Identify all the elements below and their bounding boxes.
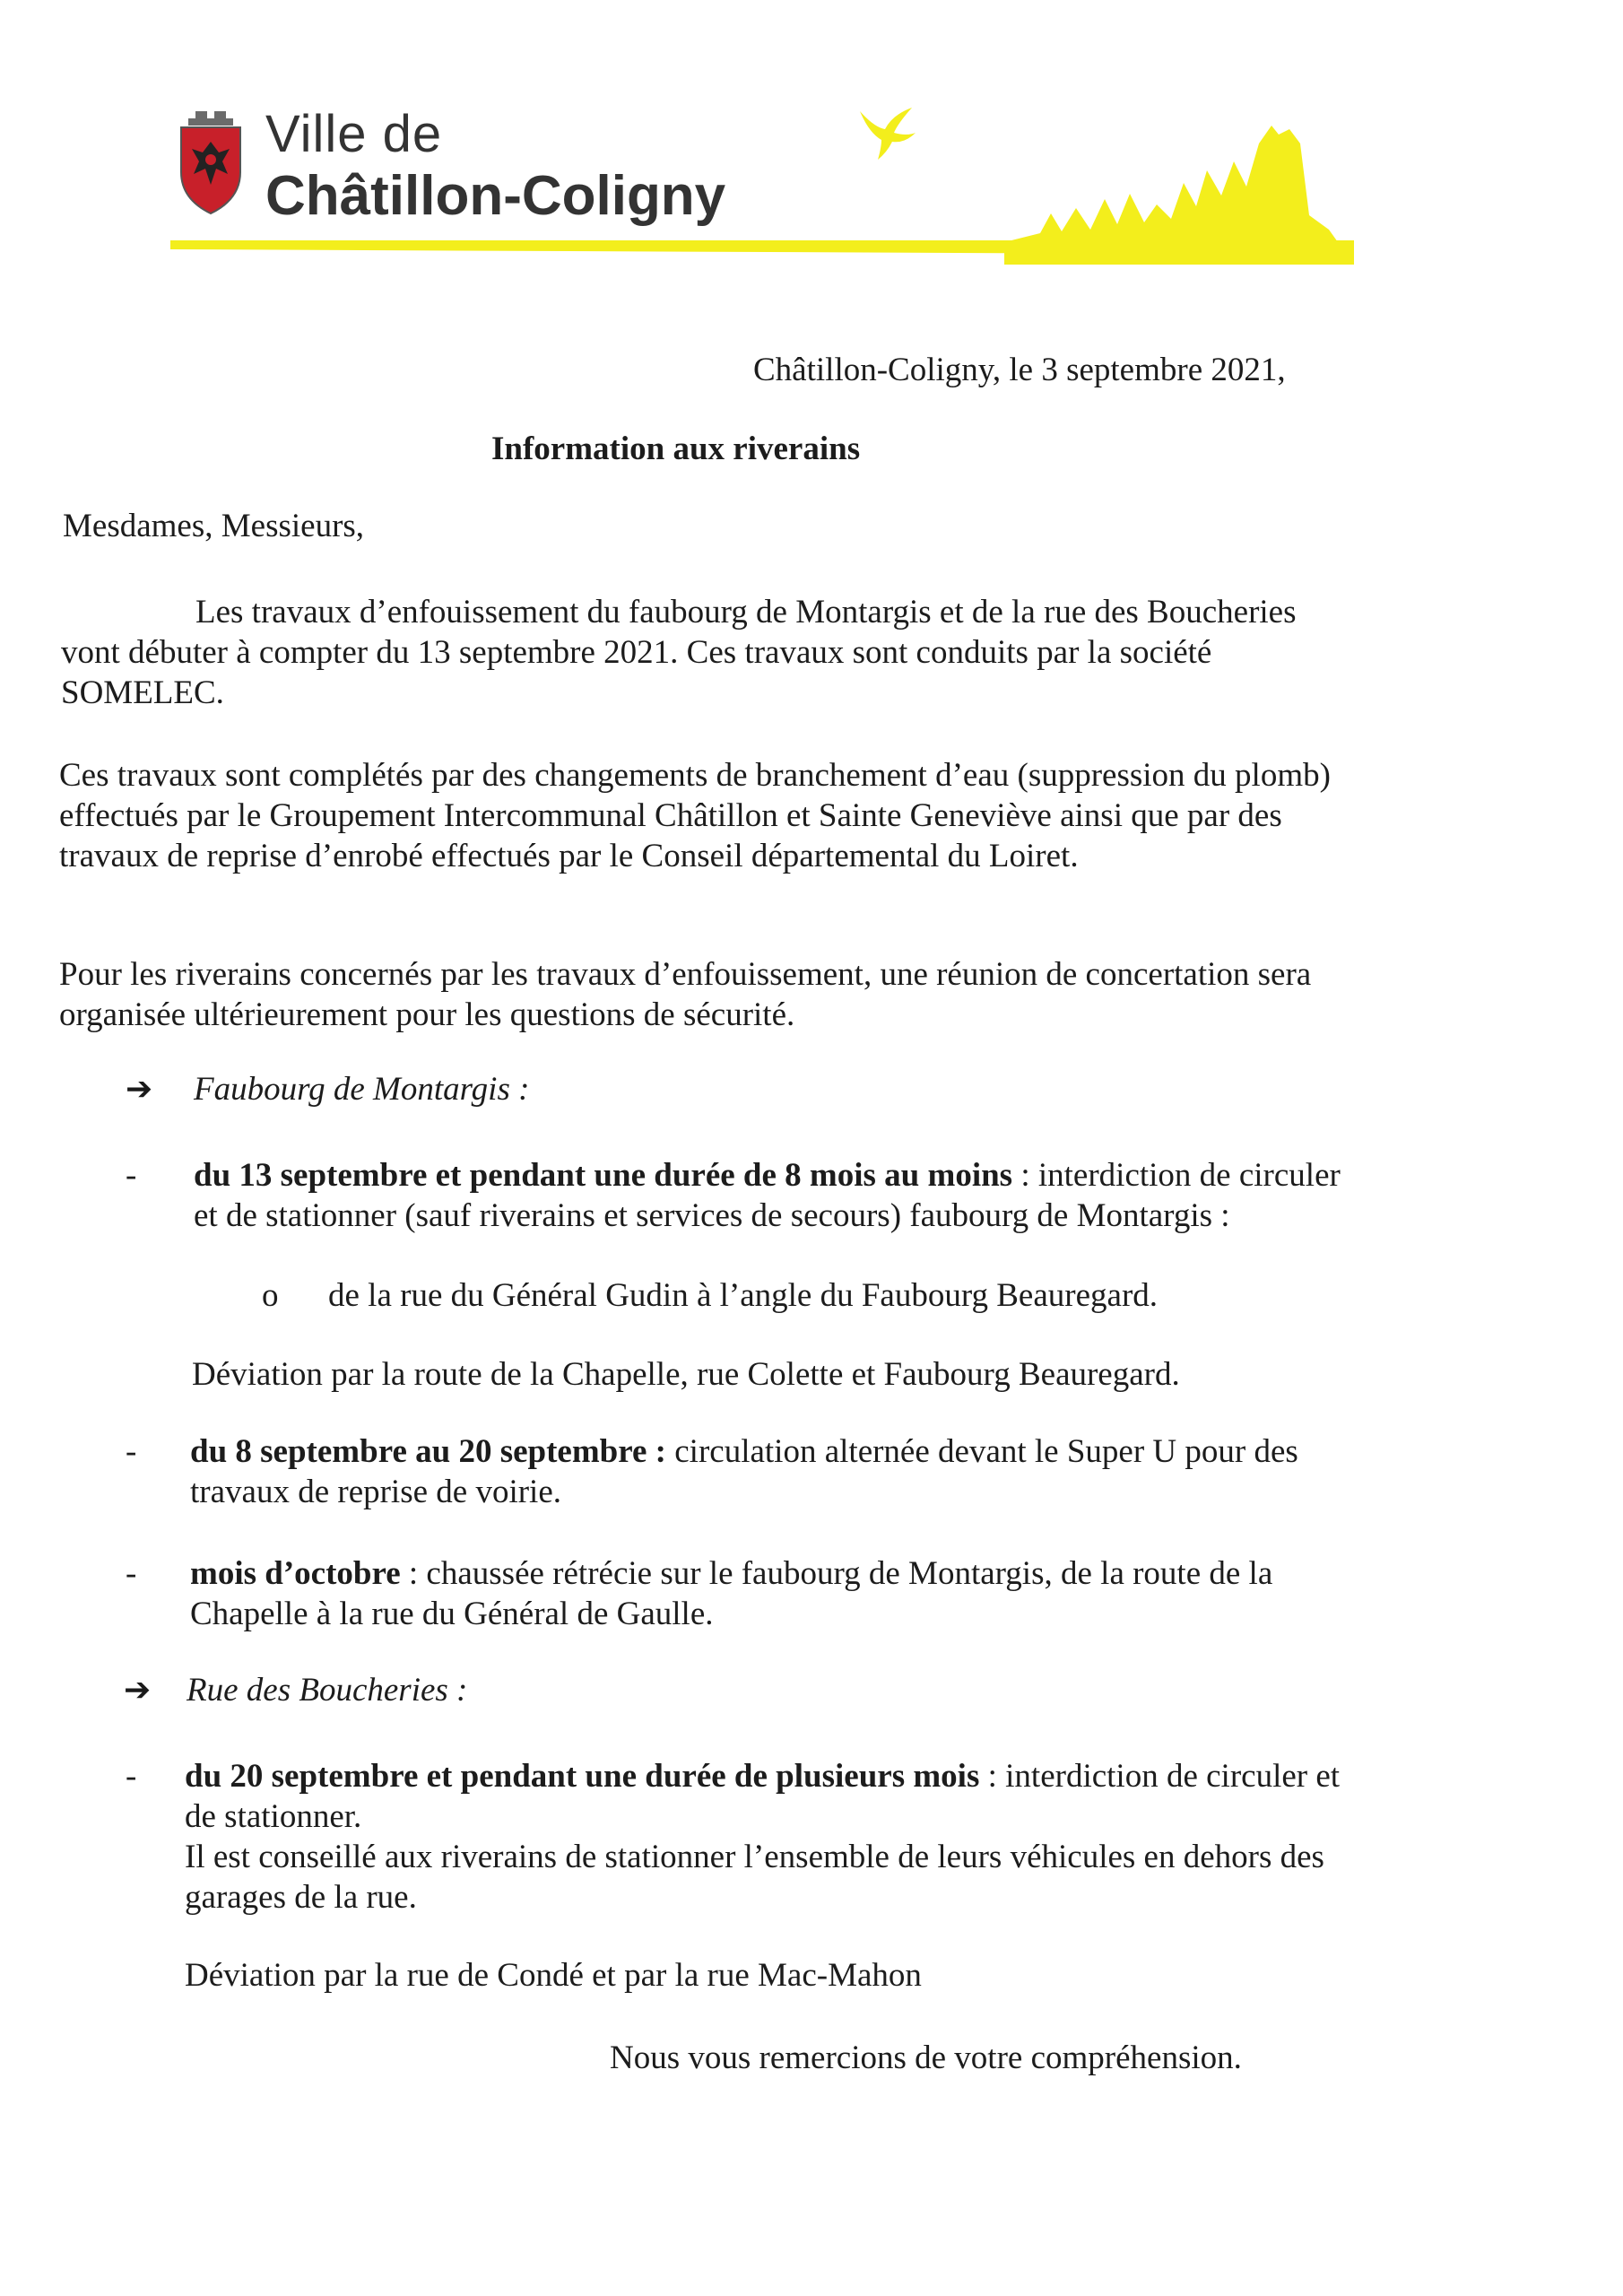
montargis-deviation: Déviation par la route de la Chapelle, rue Colette et Faubourg Beauregard. <box>192 1356 1180 1393</box>
closing-line: Nous vous remercions de votre compréhension. <box>610 2039 1242 2076</box>
montargis-item-october-text: : chaussée rétrécie sur le faubourg de Montargis, de la route de la Chapelle à la rue du Général de Gaulle. <box>190 1555 1273 1632</box>
boucheries-item-closure-bold: du 20 septembre et pendant une durée de plusieurs mois <box>185 1758 980 1795</box>
date-line: Châtillon-Coligny, le 3 septembre 2021, <box>753 352 1286 388</box>
yellow-rule-divider <box>170 237 1354 255</box>
montargis-item-closure-bold: du 13 septembre et pendant une durée de 8 mois au moins <box>194 1157 1013 1194</box>
montargis-item-october <box>190 1553 1356 1634</box>
circle-bullet-icon: o <box>262 1277 279 1314</box>
section-heading-montargis: Faubourg de Montargis : <box>194 1071 530 1108</box>
salutation: Mesdames, Messieurs, <box>63 508 365 544</box>
subject-heading: Information aux riverains <box>491 430 861 467</box>
boucheries-item-closure-text: : interdiction de circuler et de stationner. <box>185 1758 1341 1835</box>
montargis-item-closure-text: : interdiction de circuler et de stationner (sauf riverains et services de secours) faubourg de Montargis : <box>194 1157 1341 1234</box>
montargis-closure-extent: de la rue du Général Gudin à l’angle du Faubourg Beauregard. <box>328 1277 1159 1314</box>
section-heading-boucheries: Rue des Boucheries : <box>187 1672 468 1709</box>
dash-marker: - <box>126 1157 137 1194</box>
arrow-icon: ➔ <box>124 1672 152 1709</box>
montargis-item-october-bold: mois d’octobre <box>190 1555 401 1592</box>
dash-marker: - <box>126 1555 137 1592</box>
crest-icon <box>176 109 246 217</box>
montargis-item-alternating-bold: du 8 septembre au 20 septembre : <box>190 1433 666 1470</box>
letterhead-town-name: Châtillon-Coligny <box>265 165 726 227</box>
montargis-item-closure <box>194 1155 1359 1236</box>
boucheries-item-closure <box>185 1756 1359 1918</box>
montargis-item-alternating-text: circulation alternée devant le Super U pour des travaux de reprise de voirie. <box>190 1433 1298 1510</box>
dash-marker: - <box>126 1758 137 1795</box>
bird-icon <box>856 106 919 161</box>
paragraph-meeting: Pour les riverains concernés par les travaux d’enfouissement, une réunion de concertation sera organisée ultérieurement pour les questions de sécurité. <box>59 956 1312 1033</box>
paragraph-intro <box>61 592 1334 713</box>
arrow-icon: ➔ <box>126 1071 153 1108</box>
paragraph-intro-text: Les travaux d’enfouissement du faubourg de Montargis et de la rue des Boucheries vont débuter à compter du 13 septembre 2021. Ces travaux sont conduits par la société SOMELEC. <box>61 594 1297 711</box>
montargis-item-alternating <box>190 1431 1356 1512</box>
dash-marker: - <box>126 1433 137 1470</box>
paragraph-water-works: Ces travaux sont complétés par des changements de branchement d’eau (suppression du plomb) effectués par le Groupement Intercommunal Châtillon et Sainte Geneviève ainsi que par des travaux de reprise d’enrobé effectués par le Conseil départemental du Loiret. <box>59 757 1331 874</box>
letterhead-line1: Ville de <box>265 105 443 163</box>
boucheries-item-note: Il est conseillé aux riverains de stationner l’ensemble de leurs véhicules en dehors des garages de la rue. <box>185 1839 1324 1916</box>
boucheries-deviation: Déviation par la rue de Condé et par la rue Mac-Mahon <box>185 1957 922 1994</box>
